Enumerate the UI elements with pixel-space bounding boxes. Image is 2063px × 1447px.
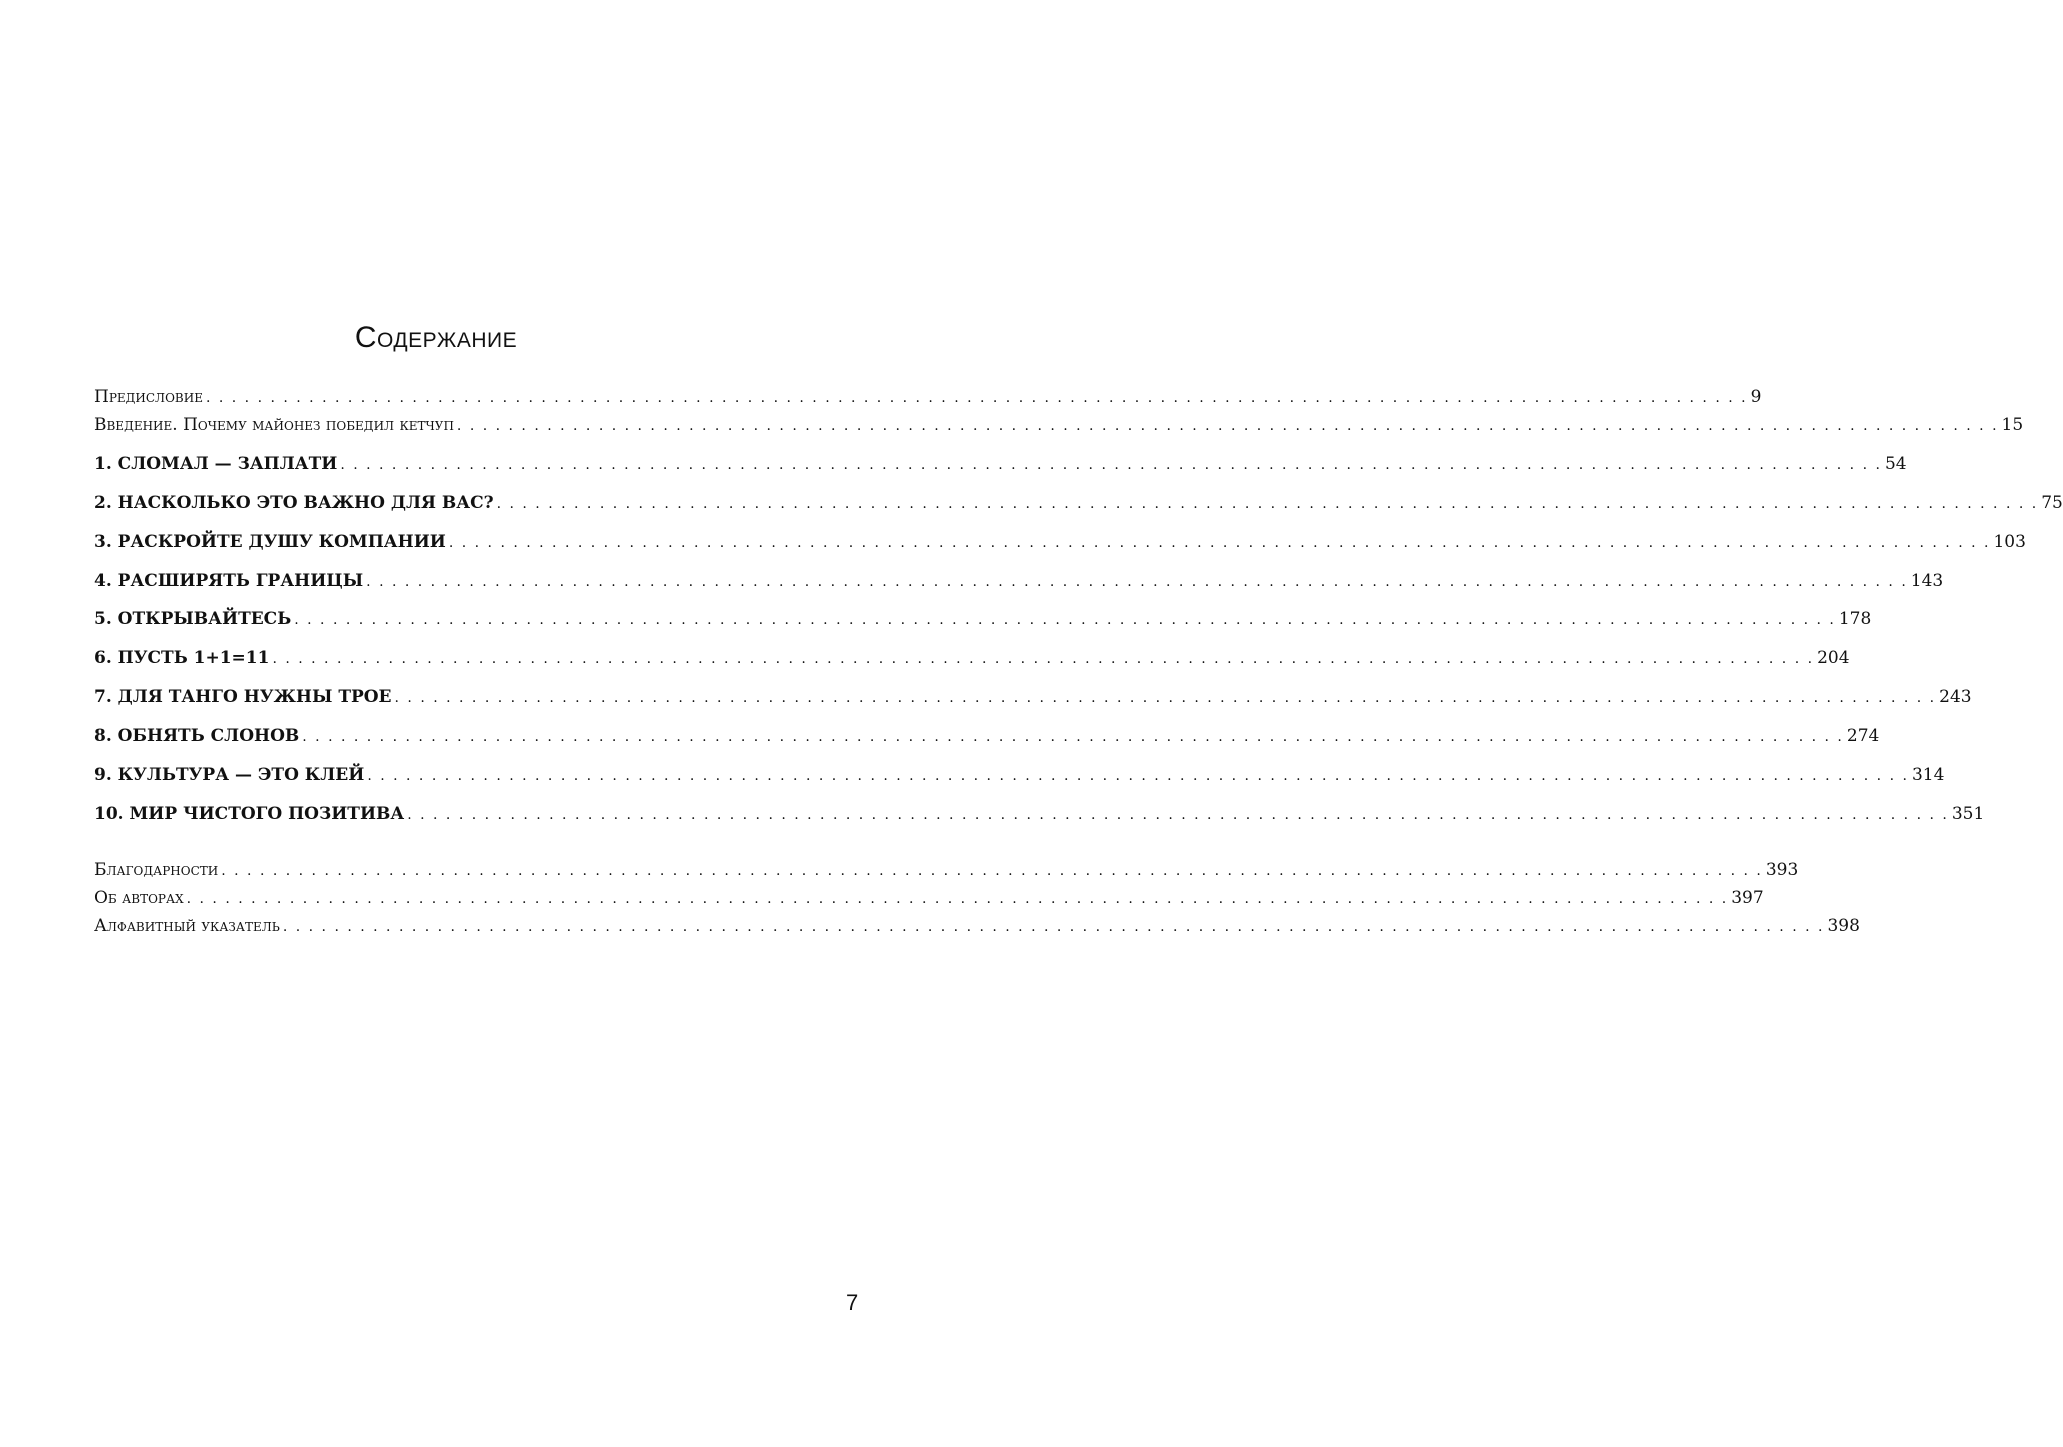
toc-entry-chapter-7 — [94, 687, 1972, 713]
dot-leader: . . . . . . . . . . . . . . . . . . . . . . . . . . . . . . . . . . . . . . . . . . . . . . . . . . . . . . . . . . . . . . . . . . . . . . . . . . . . . . . . . . . . . . . . . . . . . . . . . . . . . . . . . . . . . . . . . . . . . . . . — [221, 863, 1763, 879]
dot-leader: . . . . . . . . . . . . . . . . . . . . . . . . . . . . . . . . . . . . . . . . . . . . . . . . . . . . . . . . . . . . . . . . . . . . . . . . . . . . . . . . . . . . . . . . . . . . . . . . . . . . . . . . . . . . . . . . . . . . . . . . — [282, 919, 1825, 935]
toc-entry-chapter-8 — [94, 726, 1880, 752]
toc-entry-page: 103 — [1993, 532, 2026, 552]
toc-entry-chapter-3 — [94, 532, 2026, 558]
toc-entry-label: 7. ДЛЯ ТАНГО НУЖНЫ ТРОЕ — [94, 687, 392, 707]
toc-entry-page: 314 — [1911, 765, 1945, 785]
toc-entry-chapter-2 — [94, 493, 2063, 519]
dot-leader: . . . . . . . . . . . . . . . . . . . . . . . . . . . . . . . . . . . . . . . . . . . . . . . . . . . . . . . . . . . . . . . . . . . . . . . . . . . . . . . . . . . . . . . . . . . . . . . . . . . . . . . . . . . . . . . . . . . . . . . . — [186, 891, 1729, 907]
page-title: Содержание — [354, 321, 518, 354]
toc-entry-label: Об авторах — [94, 888, 184, 908]
toc-entry-chapter-10 — [94, 804, 1985, 830]
dot-leader: . . . . . . . . . . . . . . . . . . . . . . . . . . . . . . . . . . . . . . . . . . . . . . . . . . . . . . . . . . . . . . . . . . . . . . . . . . . . . . . . . . . . . . . . . . . . . . . . . . . . . . . . . . . . . . . . . . . . . . . . — [272, 651, 1815, 667]
toc-entry-label: 2. НАСКОЛЬКО ЭТО ВАЖНО ДЛЯ ВАС? — [94, 493, 494, 513]
toc-entry-label: Благодарности — [94, 860, 219, 880]
toc-entry-page: 397 — [1731, 888, 1764, 908]
toc-entry-label: 4. РАСШИРЯТЬ ГРАНИЦЫ — [94, 571, 364, 591]
toc-entry-page: 274 — [1846, 726, 1880, 746]
dot-leader: . . . . . . . . . . . . . . . . . . . . . . . . . . . . . . . . . . . . . . . . . . . . . . . . . . . . . . . . . . . . . . . . . . . . . . . . . . . . . . . . . . . . . . . . . . . . . . . . . . . . . . . . . . . . . . . . . . . . . . . . — [302, 729, 1844, 745]
toc-entry-page: 351 — [1951, 804, 1985, 824]
toc-entry-label: 10. МИР ЧИСТОГО ПОЗИТИВА — [94, 804, 405, 824]
toc-entry-label: 5. ОТКРЫВАЙТЕСЬ — [94, 609, 292, 629]
dot-leader: . . . . . . . . . . . . . . . . . . . . . . . . . . . . . . . . . . . . . . . . . . . . . . . . . . . . . . . . . . . . . . . . . . . . . . . . . . . . . . . . . . . . . . . . . . . . . . . . . . . . . . . . . . . . . . . . . . . . . . . . — [407, 807, 1949, 823]
toc-entry-label: 9. КУЛЬТУРА — ЭТО КЛЕЙ — [94, 765, 365, 785]
toc-entry-chapter-4 — [94, 571, 1944, 597]
dot-leader: . . . . . . . . . . . . . . . . . . . . . . . . . . . . . . . . . . . . . . . . . . . . . . . . . . . . . . . . . . . . . . . . . . . . . . . . . . . . . . . . . . . . . . . . . . . . . . . . . . . . . . . . . . . . . . . . . . . . . . . . — [496, 496, 2039, 512]
toc-entry-label: 3. РАСКРОЙТЕ ДУШУ КОМПАНИИ — [94, 532, 446, 552]
dot-leader: . . . . . . . . . . . . . . . . . . . . . . . . . . . . . . . . . . . . . . . . . . . . . . . . . . . . . . . . . . . . . . . . . . . . . . . . . . . . . . . . . . . . . . . . . . . . . . . . . . . . . . . . . . . . . . . . . . . . . . . . — [367, 768, 1909, 784]
dot-leader: . . . . . . . . . . . . . . . . . . . . . . . . . . . . . . . . . . . . . . . . . . . . . . . . . . . . . . . . . . . . . . . . . . . . . . . . . . . . . . . . . . . . . . . . . . . . . . . . . . . . . . . . . . . . . . . . . . . . . . . . — [205, 390, 1748, 406]
toc-entry-chapter-5 — [94, 609, 1872, 635]
dot-leader: . . . . . . . . . . . . . . . . . . . . . . . . . . . . . . . . . . . . . . . . . . . . . . . . . . . . . . . . . . . . . . . . . . . . . . . . . . . . . . . . . . . . . . . . . . . . . . . . . . . . . . . . . . . . . . . . . . . . . . . . — [456, 418, 1999, 434]
toc-entry-label: 8. ОБНЯТЬ СЛОНОВ — [94, 726, 300, 746]
toc-entry-chapter-6 — [94, 648, 1850, 674]
toc-entry-page: 178 — [1838, 609, 1872, 629]
toc-entry-page: 243 — [1939, 687, 1972, 707]
toc-entry-page: 9 — [1750, 387, 1762, 407]
dot-leader: . . . . . . . . . . . . . . . . . . . . . . . . . . . . . . . . . . . . . . . . . . . . . . . . . . . . . . . . . . . . . . . . . . . . . . . . . . . . . . . . . . . . . . . . . . . . . . . . . . . . . . . . . . . . . . . . . . . . . . . . — [448, 535, 1991, 551]
toc-entry-page: 54 — [1884, 454, 1907, 474]
toc-entry-chapter-9 — [94, 765, 1945, 791]
toc-entry-index — [94, 916, 1860, 940]
page-number: 7 — [846, 1290, 859, 1315]
toc-entry-preface — [94, 387, 1762, 411]
toc-entry-page: 143 — [1910, 571, 1944, 591]
toc-entry-label: Алфавитный указатель — [94, 916, 280, 936]
toc-entry-chapter-1 — [94, 454, 1907, 480]
toc-entry-page: 75 — [2041, 493, 2063, 513]
toc-entry-label: 6. ПУСТЬ 1+1=11 — [94, 648, 270, 668]
toc-entry-page: 398 — [1827, 916, 1860, 936]
toc-entry-page: 15 — [2001, 415, 2024, 435]
dot-leader: . . . . . . . . . . . . . . . . . . . . . . . . . . . . . . . . . . . . . . . . . . . . . . . . . . . . . . . . . . . . . . . . . . . . . . . . . . . . . . . . . . . . . . . . . . . . . . . . . . . . . . . . . . . . . . . . . . . . . . . . — [366, 574, 1908, 590]
toc-entry-label: 1. СЛОМАЛ — ЗАПЛАТИ — [94, 454, 338, 474]
dot-leader: . . . . . . . . . . . . . . . . . . . . . . . . . . . . . . . . . . . . . . . . . . . . . . . . . . . . . . . . . . . . . . . . . . . . . . . . . . . . . . . . . . . . . . . . . . . . . . . . . . . . . . . . . . . . . . . . . . . . . . . . — [394, 690, 1937, 706]
toc-entry-page: 393 — [1765, 860, 1799, 880]
dot-leader: . . . . . . . . . . . . . . . . . . . . . . . . . . . . . . . . . . . . . . . . . . . . . . . . . . . . . . . . . . . . . . . . . . . . . . . . . . . . . . . . . . . . . . . . . . . . . . . . . . . . . . . . . . . . . . . . . . . . . . . . — [294, 612, 1836, 628]
toc-entry-introduction — [94, 415, 2024, 439]
toc-entry-page: 204 — [1817, 648, 1850, 668]
toc-entry-about-authors — [94, 888, 1764, 912]
dot-leader: . . . . . . . . . . . . . . . . . . . . . . . . . . . . . . . . . . . . . . . . . . . . . . . . . . . . . . . . . . . . . . . . . . . . . . . . . . . . . . . . . . . . . . . . . . . . . . . . . . . . . . . . . . . . . . . . . . . . . . . . — [340, 457, 1882, 473]
toc-entry-acknowledgements — [94, 860, 1799, 884]
toc-entry-label: Введение. Почему майонез победил кетчуп — [94, 415, 454, 435]
toc-entry-label: Предисловие — [94, 387, 203, 407]
